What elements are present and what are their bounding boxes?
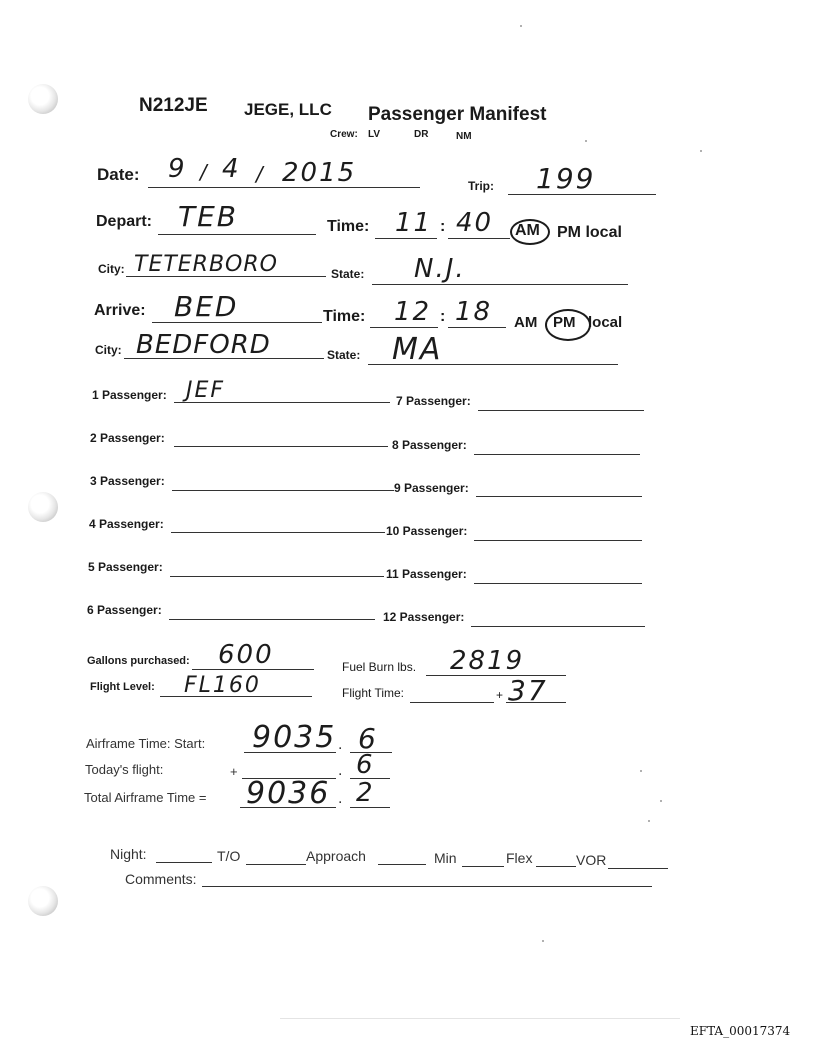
- airframe-start-whole: 9035: [252, 720, 337, 755]
- total-airframe-label: Total Airframe Time =: [84, 790, 207, 805]
- comments-line: [202, 886, 652, 887]
- passenger-7-line: [478, 410, 644, 411]
- total-airframe-tenth: 2: [356, 778, 375, 808]
- depart-state-label: State:: [331, 267, 365, 281]
- flight-time-label: Flight Time:: [342, 686, 405, 700]
- airframe-start-label: Airframe Time: Start:: [86, 736, 206, 751]
- fuel-burn-value: 2819: [450, 646, 525, 676]
- approach-line: [378, 864, 426, 865]
- approach-label: Approach: [306, 848, 366, 864]
- arrive-am: AM: [514, 314, 538, 331]
- scan-speck: [640, 770, 642, 772]
- arrive-local: local: [588, 314, 623, 331]
- scan-speck: [585, 140, 587, 142]
- to-line: [246, 864, 306, 865]
- airframe-start-dot: .: [338, 736, 343, 753]
- passenger-8-label: 8 Passenger:: [392, 438, 467, 452]
- todays-flight-label: Today's flight:: [85, 762, 164, 777]
- passenger-7-label: 7 Passenger:: [396, 394, 471, 408]
- depart-pm-local: PM local: [557, 224, 622, 241]
- gallons-value: 600: [218, 640, 274, 670]
- night-line: [156, 862, 212, 863]
- min-line: [462, 866, 504, 867]
- depart-am: AM: [515, 222, 540, 239]
- arrive-city-value: BEDFORD: [136, 330, 271, 360]
- flight-time-plus: +: [496, 688, 504, 702]
- todays-flight-tenth: 6: [356, 750, 375, 780]
- scan-edge-line: [280, 1018, 680, 1019]
- comments-label: Comments:: [125, 871, 197, 887]
- depart-state-line: [372, 284, 628, 285]
- bates-number: EFTA_00017374: [690, 1024, 791, 1038]
- passenger-8-line: [474, 454, 640, 455]
- passenger-11-line: [474, 583, 642, 584]
- to-label: T/O: [217, 848, 241, 864]
- tail-number: N212JE: [139, 95, 208, 116]
- passenger-9-label: 9 Passenger:: [394, 481, 469, 495]
- passenger-2-line: [174, 446, 388, 447]
- date-month: 9: [168, 154, 187, 184]
- punch-hole-middle: [28, 492, 58, 522]
- todays-flight-dot: .: [338, 762, 343, 779]
- passenger-11-label: 11 Passenger:: [386, 567, 467, 581]
- scan-speck: [700, 150, 702, 152]
- crew-label: Crew:: [330, 129, 358, 140]
- depart-city-label: City:: [98, 262, 125, 276]
- arrive-time-label: Time:: [323, 308, 366, 325]
- date-label: Date:: [97, 165, 140, 184]
- flight-time-value: 37: [508, 674, 548, 707]
- passenger-10-line: [474, 540, 642, 541]
- todays-flight-plus: +: [230, 764, 238, 779]
- depart-minute: 40: [456, 208, 494, 238]
- scan-speck: [542, 940, 544, 942]
- total-airframe-dot: .: [338, 790, 343, 807]
- flex-label: Flex: [506, 850, 533, 866]
- night-label: Night:: [110, 846, 147, 862]
- scan-speck: [520, 25, 522, 27]
- gallons-label: Gallons purchased:: [87, 655, 190, 667]
- punch-hole-bottom: [28, 886, 58, 916]
- flight-level-label: Flight Level:: [90, 681, 155, 693]
- flight-time-line: [410, 702, 494, 703]
- crew-3: NM: [456, 131, 472, 142]
- depart-hour-line: [375, 238, 437, 239]
- passenger-1-value: JEF: [186, 378, 226, 403]
- passenger-6-label: 6 Passenger:: [87, 603, 162, 617]
- company-name: JEGE, LLC: [244, 100, 332, 119]
- punch-hole-top: [28, 84, 58, 114]
- date-sep-2: /: [256, 162, 265, 186]
- date-day: 4: [222, 154, 241, 184]
- total-airframe-whole: 9036: [246, 776, 331, 811]
- scan-speck: [648, 820, 650, 822]
- passenger-3-label: 3 Passenger:: [90, 474, 165, 488]
- arrive-colon: :: [440, 308, 446, 325]
- depart-minute-line: [448, 238, 510, 239]
- crew-2: DR: [414, 129, 429, 140]
- depart-colon: :: [440, 218, 446, 235]
- arrive-hour: 12: [394, 297, 432, 327]
- passenger-6-line: [169, 619, 375, 620]
- flex-line: [536, 866, 576, 867]
- scan-speck: [660, 800, 662, 802]
- date-sep-1: /: [200, 160, 209, 184]
- depart-hour: 11: [395, 208, 433, 238]
- vor-line: [608, 868, 668, 869]
- depart-time-label: Time:: [327, 218, 370, 235]
- arrive-pm: PM: [553, 314, 576, 331]
- passenger-3-line: [172, 490, 394, 491]
- form-title: Passenger Manifest: [368, 104, 547, 125]
- passenger-9-line: [476, 496, 642, 497]
- passenger-1-label: 1 Passenger:: [92, 388, 167, 402]
- trip-label: Trip:: [468, 179, 494, 193]
- depart-city-value: TETERBORO: [134, 252, 278, 277]
- passenger-10-label: 10 Passenger:: [386, 524, 468, 538]
- depart-label: Depart:: [96, 213, 153, 230]
- depart-value: TEB: [178, 200, 239, 233]
- arrive-value: BED: [174, 290, 239, 323]
- airframe-start-tenth: 6: [358, 722, 378, 755]
- passenger-5-line: [170, 576, 384, 577]
- arrive-city-label: City:: [95, 343, 122, 357]
- arrive-minute-line: [448, 327, 506, 328]
- passenger-5-label: 5 Passenger:: [88, 560, 163, 574]
- arrive-state-label: State:: [327, 348, 361, 362]
- crew-1: LV: [368, 129, 381, 140]
- passenger-4-line: [171, 532, 385, 533]
- min-label: Min: [434, 850, 457, 866]
- flight-level-value: FL160: [184, 673, 261, 698]
- arrive-state-value: MA: [392, 332, 443, 367]
- vor-label: VOR: [576, 852, 607, 868]
- arrive-hour-line: [370, 327, 438, 328]
- passenger-12-line: [471, 626, 645, 627]
- passenger-12-label: 12 Passenger:: [383, 610, 465, 624]
- passenger-2-label: 2 Passenger:: [90, 431, 165, 445]
- trip-value: 199: [536, 162, 596, 195]
- fuel-burn-label: Fuel Burn lbs.: [342, 660, 417, 674]
- passenger-4-label: 4 Passenger:: [89, 517, 164, 531]
- arrive-minute: 18: [455, 297, 493, 327]
- depart-state-value: N.J.: [414, 254, 466, 284]
- arrive-label: Arrive:: [94, 302, 146, 319]
- depart-line: [158, 234, 316, 235]
- date-year: 2015: [282, 158, 357, 188]
